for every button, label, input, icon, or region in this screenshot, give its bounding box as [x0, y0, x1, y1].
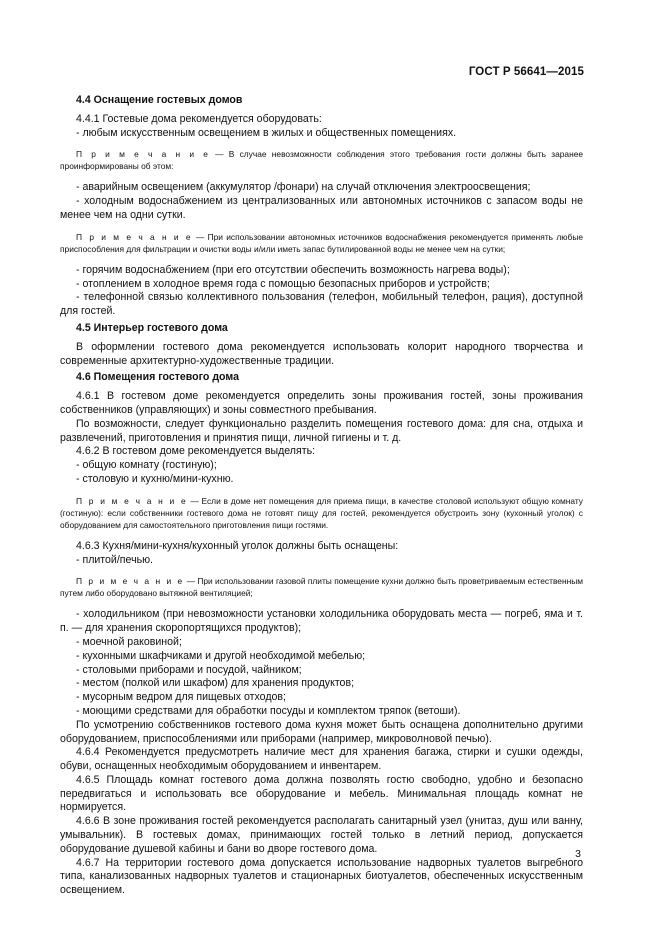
list-item: - любым искусственным освещением в жилых и общественных помещениях.: [76, 126, 457, 139]
list-item: - плитой/печью.: [76, 553, 153, 566]
page-number: 3: [575, 848, 581, 860]
list-item: - общую комнату (гостиную);: [76, 459, 217, 472]
paragraph-4-6-3: 4.6.3 Кухня/мини-кухня/кухонный уголок должны быть оснащены:: [76, 539, 399, 552]
note-text: — При использовании газовой плиты помещение кухни должно быть проветриваемым естественным путем либо оборудовано вытяжной вентиляцией;: [60, 576, 583, 599]
list-item: - холодным водоснабжением из централизованных или автономных источников с запасом воды не менее чем на одни сутки.: [60, 195, 583, 221]
note: [60, 575, 583, 599]
note-text: — В случае невозможности соблюдения этого требования гости должны быть заранее проинформированы об этом:: [60, 149, 584, 172]
paragraph-4-6-4: 4.6.4 Рекомендуется предусмотреть наличие мест для хранения багажа, стирки и сушки одежды, обуви, оснащенных необходимым оборудованием и инвентарем.: [60, 746, 583, 773]
paragraph-4-6-1: 4.6.1 В гостевом доме рекомендуется определить зоны проживания гостей, зоны проживания собственников (управляющих) и зоны совместного пребывания.: [60, 390, 583, 416]
list-item: - горячим водоснабжением (при его отсутствии обеспечить возможность нагрева воды);: [76, 263, 510, 276]
list-item: - местом (полкой или шкафом) для хранения продуктов;: [76, 677, 355, 690]
note-label: П р и м е ч а н и е: [76, 495, 188, 506]
note-label: П р и м е ч а н и е: [76, 576, 185, 587]
note-text: — Если в доме нет помещения для приема пищи, в качестве столовой используют общую комнату (гостиную): если собственники гостевого дома не готовят пищу для гостей, рекомендуется обустроить зону (кухонный уголок) с оборудованием для самостоятельного приготовления пищи гостями.: [60, 495, 583, 530]
list-item: - отоплением в холодное время года с помощью безопасных приборов и устройств;: [76, 277, 490, 290]
paragraph: По возможности, следует функционально разделить помещения гостевого дома: для сна, отдыха и развлечений, приготовления и принятия пищи, личной гигиены и т. д.: [60, 417, 583, 444]
note-text: — При использовании автономных источников водоснабжения рекомендуется применять любые приспособления для фильтрации и очистки воды и/или иметь запас бутилированной воды не менее чем на сутки;: [60, 231, 583, 254]
list-item: - столовыми приборами и посудой, чайником;: [76, 663, 302, 676]
note: [60, 231, 583, 255]
paragraph: По усмотрению собственников гостевого дома кухня может быть оснащена дополнительно другими оборудованием, приспособлениями или приборами (например, микроволновой печью).: [60, 718, 583, 745]
section-title-4-4: 4.4 Оснащение гостевых домов: [76, 94, 243, 106]
note: [60, 148, 583, 172]
list-item: - мусорным ведром для пищевых отходов;: [76, 691, 286, 704]
list-item: - телефонной связью коллективного пользования (телефон, мобильный телефон, рация), доступной для гостей.: [60, 291, 583, 318]
note-label: П р и м е ч а н и е: [76, 149, 210, 160]
note-label: П р и м е ч а н и е: [76, 231, 193, 242]
list-item: - холодильником (при невозможности установки холодильника оборудовать места — погреб, яма и т. п. — для хранения скоропортящихся продуктов);: [60, 608, 583, 635]
list-item: - моечной раковиной;: [76, 635, 182, 648]
paragraph-4-6-2: 4.6.2 В гостевом доме рекомендуется выделять:: [76, 445, 316, 458]
section-title-4-6: 4.6 Помещения гостевого дома: [76, 371, 239, 384]
document-body: [60, 94, 583, 898]
list-item: - столовую и кухню/мини-кухню.: [76, 472, 234, 485]
section-title-4-5: 4.5 Интерьер гостевого дома: [76, 321, 228, 334]
paragraph-4-4-1: 4.4.1 Гостевые дома рекомендуется оборудовать:: [76, 112, 322, 125]
paragraph-4-6-6: 4.6.6 В зоне проживания гостей рекомендуется располагать санитарный узел (унитаз, душ или ванну, умывальник). В гостевых домах, принимающих гостей только в летний период, допускается оборудование душевой кабины и бани во дворе гостевого дома.: [60, 815, 583, 855]
paragraph-4-5: В оформлении гостевого дома рекомендуется использовать колорит народного творчества и современные архитектурно-художественные традиции.: [60, 340, 583, 367]
note: [60, 495, 583, 531]
list-item: - аварийным освещением (аккумулятор /фонари) на случай отключения электроосвещения;: [76, 181, 531, 194]
standard-header: ГОСТ Р 56641—2015: [468, 66, 584, 78]
list-item: - моющими средствами для обработки посуды и комплектом тряпок (ветоши).: [76, 704, 461, 717]
paragraph-4-6-7: 4.6.7 На территории гостевого дома допускается использование надворных туалетов выгребного типа, канализованных надворных туалетов и стационарных биотуалетов, обеспеченных искусственным освещением.: [60, 856, 583, 897]
list-item: - кухонными шкафчиками и другой необходимой мебелью;: [76, 649, 366, 662]
paragraph-4-6-5: 4.6.5 Площадь комнат гостевого дома должна позволять гостю свободно, удобно и безопасно передвигаться и использовать все оборудование и мебель. Минимальная площадь комнат не нормируется.: [60, 773, 583, 814]
